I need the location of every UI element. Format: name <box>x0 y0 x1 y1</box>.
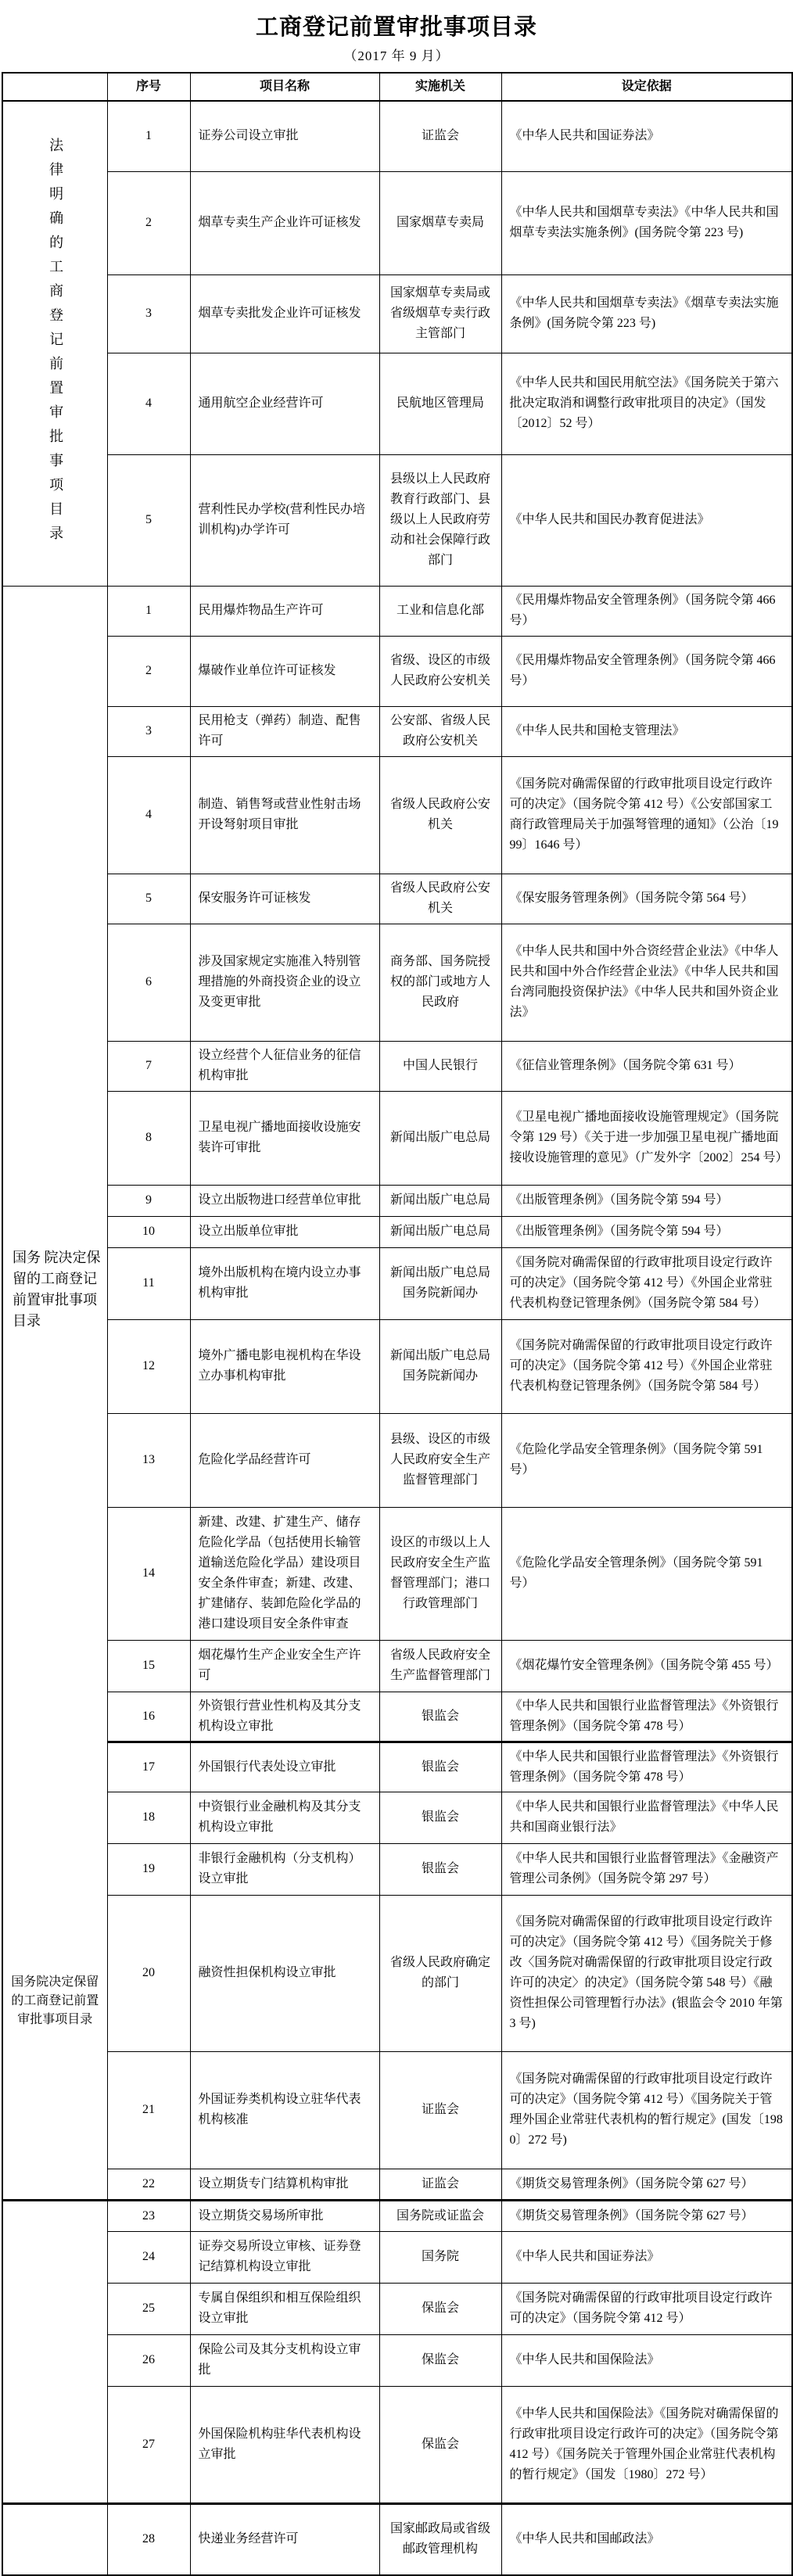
project-name-cell: 境外出版机构在境内设立办事机构审批 <box>190 1247 379 1319</box>
project-name-cell: 烟草专卖生产企业许可证核发 <box>190 171 379 274</box>
table-row <box>2 1507 792 1640</box>
project-name-cell: 境外广播电影电视机构在华设立办事机构审批 <box>190 1319 379 1413</box>
column-header-basis: 设定依据 <box>501 73 792 101</box>
column-header-agency: 实施机关 <box>379 73 501 101</box>
implementing-agency-cell: 银监会 <box>379 1792 501 1843</box>
legal-basis-cell: 《中华人民共和国民用航空法》《国务院关于第六批决定取消和调整行政审批项目的决定》（国发〔2012〕52 号） <box>501 353 792 454</box>
project-name-cell: 融资性担保机构设立审批 <box>190 1895 379 2051</box>
project-name-cell: 快递业务经营许可 <box>190 2503 379 2575</box>
implementing-agency-cell: 商务部、国务院授权的部门或地方人民政府 <box>379 924 501 1041</box>
project-name-cell: 保险公司及其分支机构设立审批 <box>190 2334 379 2386</box>
table-row <box>2 1185 792 1216</box>
implementing-agency-cell: 新闻出版广电总局 <box>379 1185 501 1216</box>
row-number-cell: 7 <box>107 1041 190 1091</box>
section-label-cell <box>2 101 107 586</box>
legal-basis-cell: 《中华人民共和国中外合资经营企业法》《中华人民共和国中外合作经营企业法》《中华人民共和国台湾同胞投资保护法》《中华人民共和国外资企业法》 <box>501 924 792 1041</box>
column-header-name: 项目名称 <box>190 73 379 101</box>
table-row <box>2 274 792 353</box>
legal-basis-cell: 《保安服务管理条例》（国务院令第 564 号） <box>501 874 792 924</box>
row-number-cell: 25 <box>107 2283 190 2334</box>
project-name-cell: 证券公司设立审批 <box>190 101 379 171</box>
approval-items-table <box>2 72 793 2576</box>
header-row <box>2 73 792 101</box>
table-row <box>2 2231 792 2283</box>
table-row <box>2 1692 792 1742</box>
implementing-agency-cell: 县级以上人民政府教育行政部门、县级以上人民政府劳动和社会保障行政部门 <box>379 454 501 586</box>
implementing-agency-cell: 省级人民政府公安机关 <box>379 874 501 924</box>
table-row <box>2 706 792 756</box>
table-row <box>2 2503 792 2575</box>
implementing-agency-cell: 工业和信息化部 <box>379 586 501 636</box>
implementing-agency-cell: 省级人民政府公安机关 <box>379 756 501 874</box>
implementing-agency-cell: 新闻出版广电总局 国务院新闻办 <box>379 1247 501 1319</box>
implementing-agency-cell: 国家烟草专卖局或省级烟草专卖行政主管部门 <box>379 274 501 353</box>
row-number-cell: 4 <box>107 756 190 874</box>
row-number-cell: 1 <box>107 101 190 171</box>
project-name-cell: 设立经营个人征信业务的征信机构审批 <box>190 1041 379 1091</box>
project-name-cell: 危险化学品经营许可 <box>190 1413 379 1507</box>
implementing-agency-cell: 国家烟草专卖局 <box>379 171 501 274</box>
implementing-agency-cell: 保监会 <box>379 2283 501 2334</box>
table-row <box>2 2386 792 2503</box>
table-row <box>2 1895 792 2051</box>
row-number-cell: 20 <box>107 1895 190 2051</box>
project-name-cell: 爆破作业单位许可证核发 <box>190 636 379 706</box>
table-row <box>2 1216 792 1247</box>
project-name-cell: 设立出版物进口经营单位审批 <box>190 1185 379 1216</box>
implementing-agency-cell: 保监会 <box>379 2334 501 2386</box>
legal-basis-cell: 《中华人民共和国证券法》 <box>501 101 792 171</box>
legal-basis-cell: 《中华人民共和国证券法》 <box>501 2231 792 2283</box>
project-name-cell: 卫星电视广播地面接收设施安装许可审批 <box>190 1091 379 1185</box>
project-name-cell: 中资银行业金融机构及其分支机构设立审批 <box>190 1792 379 1843</box>
implementing-agency-cell: 公安部、省级人民政府公安机关 <box>379 706 501 756</box>
legal-basis-cell: 《出版管理条例》（国务院令第 594 号） <box>501 1185 792 1216</box>
project-name-cell: 外国保险机构驻华代表机构设立审批 <box>190 2386 379 2503</box>
implementing-agency-cell: 新闻出版广电总局 国务院新闻办 <box>379 1319 501 1413</box>
corner-cell <box>2 73 107 101</box>
legal-basis-cell: 《中华人民共和国银行业监督管理法》《中华人民共和国商业银行法》 <box>501 1792 792 1843</box>
section-label-cell <box>2 2503 107 2575</box>
row-number-cell: 22 <box>107 2169 190 2200</box>
implementing-agency-cell: 证监会 <box>379 2169 501 2200</box>
row-number-cell: 19 <box>107 1843 190 1895</box>
legal-basis-cell: 《中华人民共和国烟草专卖法》《烟草专卖法实施条例》(国务院令第 223 号) <box>501 274 792 353</box>
row-number-cell: 5 <box>107 454 190 586</box>
project-name-cell: 烟花爆竹生产企业安全生产许可 <box>190 1640 379 1692</box>
implementing-agency-cell: 证监会 <box>379 101 501 171</box>
project-name-cell: 新建、改建、扩建生产、储存危险化学品（包括使用长输管道输送危险化学品）建设项目安全条件审查；新建、改建、扩建储存、装卸危险化学品的港口建设项目安全条件审查 <box>190 1507 379 1640</box>
section-label-cell <box>2 2200 107 2503</box>
implementing-agency-cell: 省级人民政府确定的部门 <box>379 1895 501 2051</box>
table-row <box>2 1041 792 1091</box>
implementing-agency-cell: 保监会 <box>379 2386 501 2503</box>
row-number-cell: 2 <box>107 171 190 274</box>
project-name-cell: 制造、销售弩或营业性射击场开设弩射项目审批 <box>190 756 379 874</box>
row-number-cell: 15 <box>107 1640 190 1692</box>
table-row <box>2 2051 792 2169</box>
project-name-cell: 民用爆炸物品生产许可 <box>190 586 379 636</box>
project-name-cell: 民用枪支（弹药）制造、配售许可 <box>190 706 379 756</box>
implementing-agency-cell: 中国人民银行 <box>379 1041 501 1091</box>
row-number-cell: 3 <box>107 706 190 756</box>
row-number-cell: 24 <box>107 2231 190 2283</box>
implementing-agency-cell: 银监会 <box>379 1742 501 1792</box>
table-row <box>2 171 792 274</box>
row-number-cell: 11 <box>107 1247 190 1319</box>
table-row <box>2 924 792 1041</box>
column-header-no: 序号 <box>107 73 190 101</box>
legal-basis-cell: 《中华人民共和国保险法》《国务院对确需保留的行政审批项目设定行政许可的决定》（国务院令第 412 号）《国务院关于管理外国企业常驻代表机构的暂行规定》（国发〔1980〕272 号） <box>501 2386 792 2503</box>
legal-basis-cell: 《烟花爆竹安全管理条例》（国务院令第 455 号） <box>501 1640 792 1692</box>
row-number-cell: 21 <box>107 2051 190 2169</box>
row-number-cell: 27 <box>107 2386 190 2503</box>
row-number-cell: 14 <box>107 1507 190 1640</box>
section-label-repeat: 国务院决定保留的工商登记前置审批事项目录 <box>11 1975 99 2026</box>
project-name-cell: 保安服务许可证核发 <box>190 874 379 924</box>
project-name-cell: 外国银行代表处设立审批 <box>190 1742 379 1792</box>
legal-basis-cell: 《期货交易管理条例》（国务院令第 627 号） <box>501 2169 792 2200</box>
section-label: 国务 院决定保留的工商登记前置审批事项目录 <box>13 1249 101 1329</box>
legal-basis-cell: 《期货交易管理条例》（国务院令第 627 号） <box>501 2200 792 2231</box>
project-name-cell: 设立出版单位审批 <box>190 1216 379 1247</box>
legal-basis-cell: 《中华人民共和国保险法》 <box>501 2334 792 2386</box>
row-number-cell: 17 <box>107 1742 190 1792</box>
row-number-cell: 5 <box>107 874 190 924</box>
legal-basis-cell: 《国务院对确需保留的行政审批项目设定行政许可的决定》（国务院令第 412 号）《公安部国家工商行政管理局关于加强弩管理的通知》（公治〔1999〕1646 号） <box>501 756 792 874</box>
row-number-cell: 4 <box>107 353 190 454</box>
legal-basis-cell: 《民用爆炸物品安全管理条例》（国务院令第 466 号） <box>501 636 792 706</box>
implementing-agency-cell: 省级人民政府安全生产监督管理部门 <box>379 1640 501 1692</box>
page-title: 工商登记前置审批事项目录 <box>255 15 537 40</box>
legal-basis-cell: 《出版管理条例》（国务院令第 594 号） <box>501 1216 792 1247</box>
row-number-cell: 13 <box>107 1413 190 1507</box>
table-row <box>2 1319 792 1413</box>
row-number-cell: 16 <box>107 1692 190 1742</box>
implementing-agency-cell: 国务院 <box>379 2231 501 2283</box>
legal-basis-cell: 《中华人民共和国烟草专卖法》《中华人民共和国烟草专卖法实施条例》(国务院令第 223 号) <box>501 171 792 274</box>
page-subtitle: （2017 年 9 月） <box>343 48 450 63</box>
legal-basis-cell: 《国务院对确需保留的行政审批项目设定行政许可的决定》（国务院令第 412 号）《国务院关于管理外国企业常驻代表机构的暂行规定》(国发〔1980〕272 号) <box>501 2051 792 2169</box>
implementing-agency-cell: 省级、设区的市级人民政府公安机关 <box>379 636 501 706</box>
implementing-agency-cell: 国务院或证监会 <box>379 2200 501 2231</box>
row-number-cell: 12 <box>107 1319 190 1413</box>
table-row <box>2 1091 792 1185</box>
table-row <box>2 1792 792 1843</box>
implementing-agency-cell: 民航地区管理局 <box>379 353 501 454</box>
implementing-agency-cell: 新闻出版广电总局 <box>379 1216 501 1247</box>
project-name-cell: 设立期货专门结算机构审批 <box>190 2169 379 2200</box>
legal-basis-cell: 《中华人民共和国邮政法》 <box>501 2503 792 2575</box>
project-name-cell: 外资银行营业性机构及其分支机构设立审批 <box>190 1692 379 1742</box>
implementing-agency-cell: 县级、设区的市级人民政府安全生产监督管理部门 <box>379 1413 501 1507</box>
legal-basis-cell: 《民用爆炸物品安全管理条例》（国务院令第 466 号） <box>501 586 792 636</box>
legal-basis-cell: 《中华人民共和国银行业监督管理法》《金融资产管理公司条例》（国务院令第 297 号） <box>501 1843 792 1895</box>
row-number-cell: 18 <box>107 1792 190 1843</box>
table-row <box>2 2200 792 2231</box>
table-row <box>2 101 792 171</box>
legal-basis-cell: 《危险化学品安全管理条例》（国务院令第 591 号） <box>501 1413 792 1507</box>
table-row <box>2 454 792 586</box>
table-row <box>2 874 792 924</box>
project-name-cell: 烟草专卖批发企业许可证核发 <box>190 274 379 353</box>
row-number-cell: 2 <box>107 636 190 706</box>
row-number-cell: 8 <box>107 1091 190 1185</box>
table-row <box>2 1640 792 1692</box>
legal-basis-cell: 《国务院对确需保留的行政审批项目设定行政许可的决定》（国务院令第 412 号）《国务院关于修改〈国务院对确需保留的行政审批项目设定行政许可的决定〉的决定》（国务院令第 548 号）《融资性担保公司管理暂行办法》(银监会令 2010 年第 3 号) <box>501 1895 792 2051</box>
project-name-cell: 营利性民办学校(营利性民办培训机构)办学许可 <box>190 454 379 586</box>
row-number-cell: 1 <box>107 586 190 636</box>
project-name-cell: 通用航空企业经营许可 <box>190 353 379 454</box>
implementing-agency-cell: 新闻出版广电总局 <box>379 1091 501 1185</box>
implementing-agency-cell: 银监会 <box>379 1692 501 1742</box>
legal-basis-cell: 《国务院对确需保留的行政审批项目设定行政许可的决定》（国务院令第 412 号）《外国企业常驻代表机构登记管理条例》（国务院令第 584 号） <box>501 1319 792 1413</box>
legal-basis-cell: 《中华人民共和国银行业监督管理法》《外资银行管理条例》（国务院令第 478 号） <box>501 1742 792 1792</box>
table-row <box>2 2283 792 2334</box>
table-row <box>2 1742 792 1792</box>
table-row <box>2 756 792 874</box>
table-row <box>2 636 792 706</box>
row-number-cell: 26 <box>107 2334 190 2386</box>
table-row <box>2 586 792 636</box>
implementing-agency-cell: 银监会 <box>379 1843 501 1895</box>
row-number-cell: 3 <box>107 274 190 353</box>
section-label: 法律明确的工商登记前置审批事项目录 <box>48 137 64 550</box>
table-row <box>2 1247 792 1319</box>
project-name-cell: 外国证券类机构设立驻华代表机构核准 <box>190 2051 379 2169</box>
legal-basis-cell: 《中华人民共和国银行业监督管理法》《外资银行管理条例》（国务院令第 478 号） <box>501 1692 792 1742</box>
row-number-cell: 10 <box>107 1216 190 1247</box>
project-name-cell: 设立期货交易场所审批 <box>190 2200 379 2231</box>
legal-basis-cell: 《危险化学品安全管理条例》（国务院令第 591 号） <box>501 1507 792 1640</box>
section-label-cell <box>2 586 107 2200</box>
implementing-agency-cell: 设区的市级以上人民政府安全生产监督管理部门；港口行政管理部门 <box>379 1507 501 1640</box>
project-name-cell: 证券交易所设立审核、证券登记结算机构设立审批 <box>190 2231 379 2283</box>
legal-basis-cell: 《中华人民共和国枪支管理法》 <box>501 706 792 756</box>
row-number-cell: 28 <box>107 2503 190 2575</box>
table-row <box>2 353 792 454</box>
table-row <box>2 1413 792 1507</box>
row-number-cell: 6 <box>107 924 190 1041</box>
table-row <box>2 2334 792 2386</box>
table-row <box>2 1843 792 1895</box>
table-row <box>2 2169 792 2200</box>
legal-basis-cell: 《中华人民共和国民办教育促进法》 <box>501 454 792 586</box>
project-name-cell: 涉及国家规定实施准入特别管理措施的外商投资企业的设立及变更审批 <box>190 924 379 1041</box>
legal-basis-cell: 《国务院对确需保留的行政审批项目设定行政许可的决定》（国务院令第 412 号）《外国企业常驻代表机构登记管理条例》（国务院令第 584 号） <box>501 1247 792 1319</box>
implementing-agency-cell: 证监会 <box>379 2051 501 2169</box>
row-number-cell: 9 <box>107 1185 190 1216</box>
row-number-cell: 23 <box>107 2200 190 2231</box>
legal-basis-cell: 《卫星电视广播地面接收设施管理规定》（国务院令第 129 号）《关于进一步加强卫星电视广播地面接收设施管理的意见》（广发外字〔2002〕254 号） <box>501 1091 792 1185</box>
implementing-agency-cell: 国家邮政局或省级邮政管理机构 <box>379 2503 501 2575</box>
project-name-cell: 专属自保组织和相互保险组织设立审批 <box>190 2283 379 2334</box>
legal-basis-cell: 《征信业管理条例》（国务院令第 631 号） <box>501 1041 792 1091</box>
legal-basis-cell: 《国务院对确需保留的行政审批项目设定行政许可的决定》（国务院令第 412 号） <box>501 2283 792 2334</box>
project-name-cell: 非银行金融机构（分支机构）设立审批 <box>190 1843 379 1895</box>
